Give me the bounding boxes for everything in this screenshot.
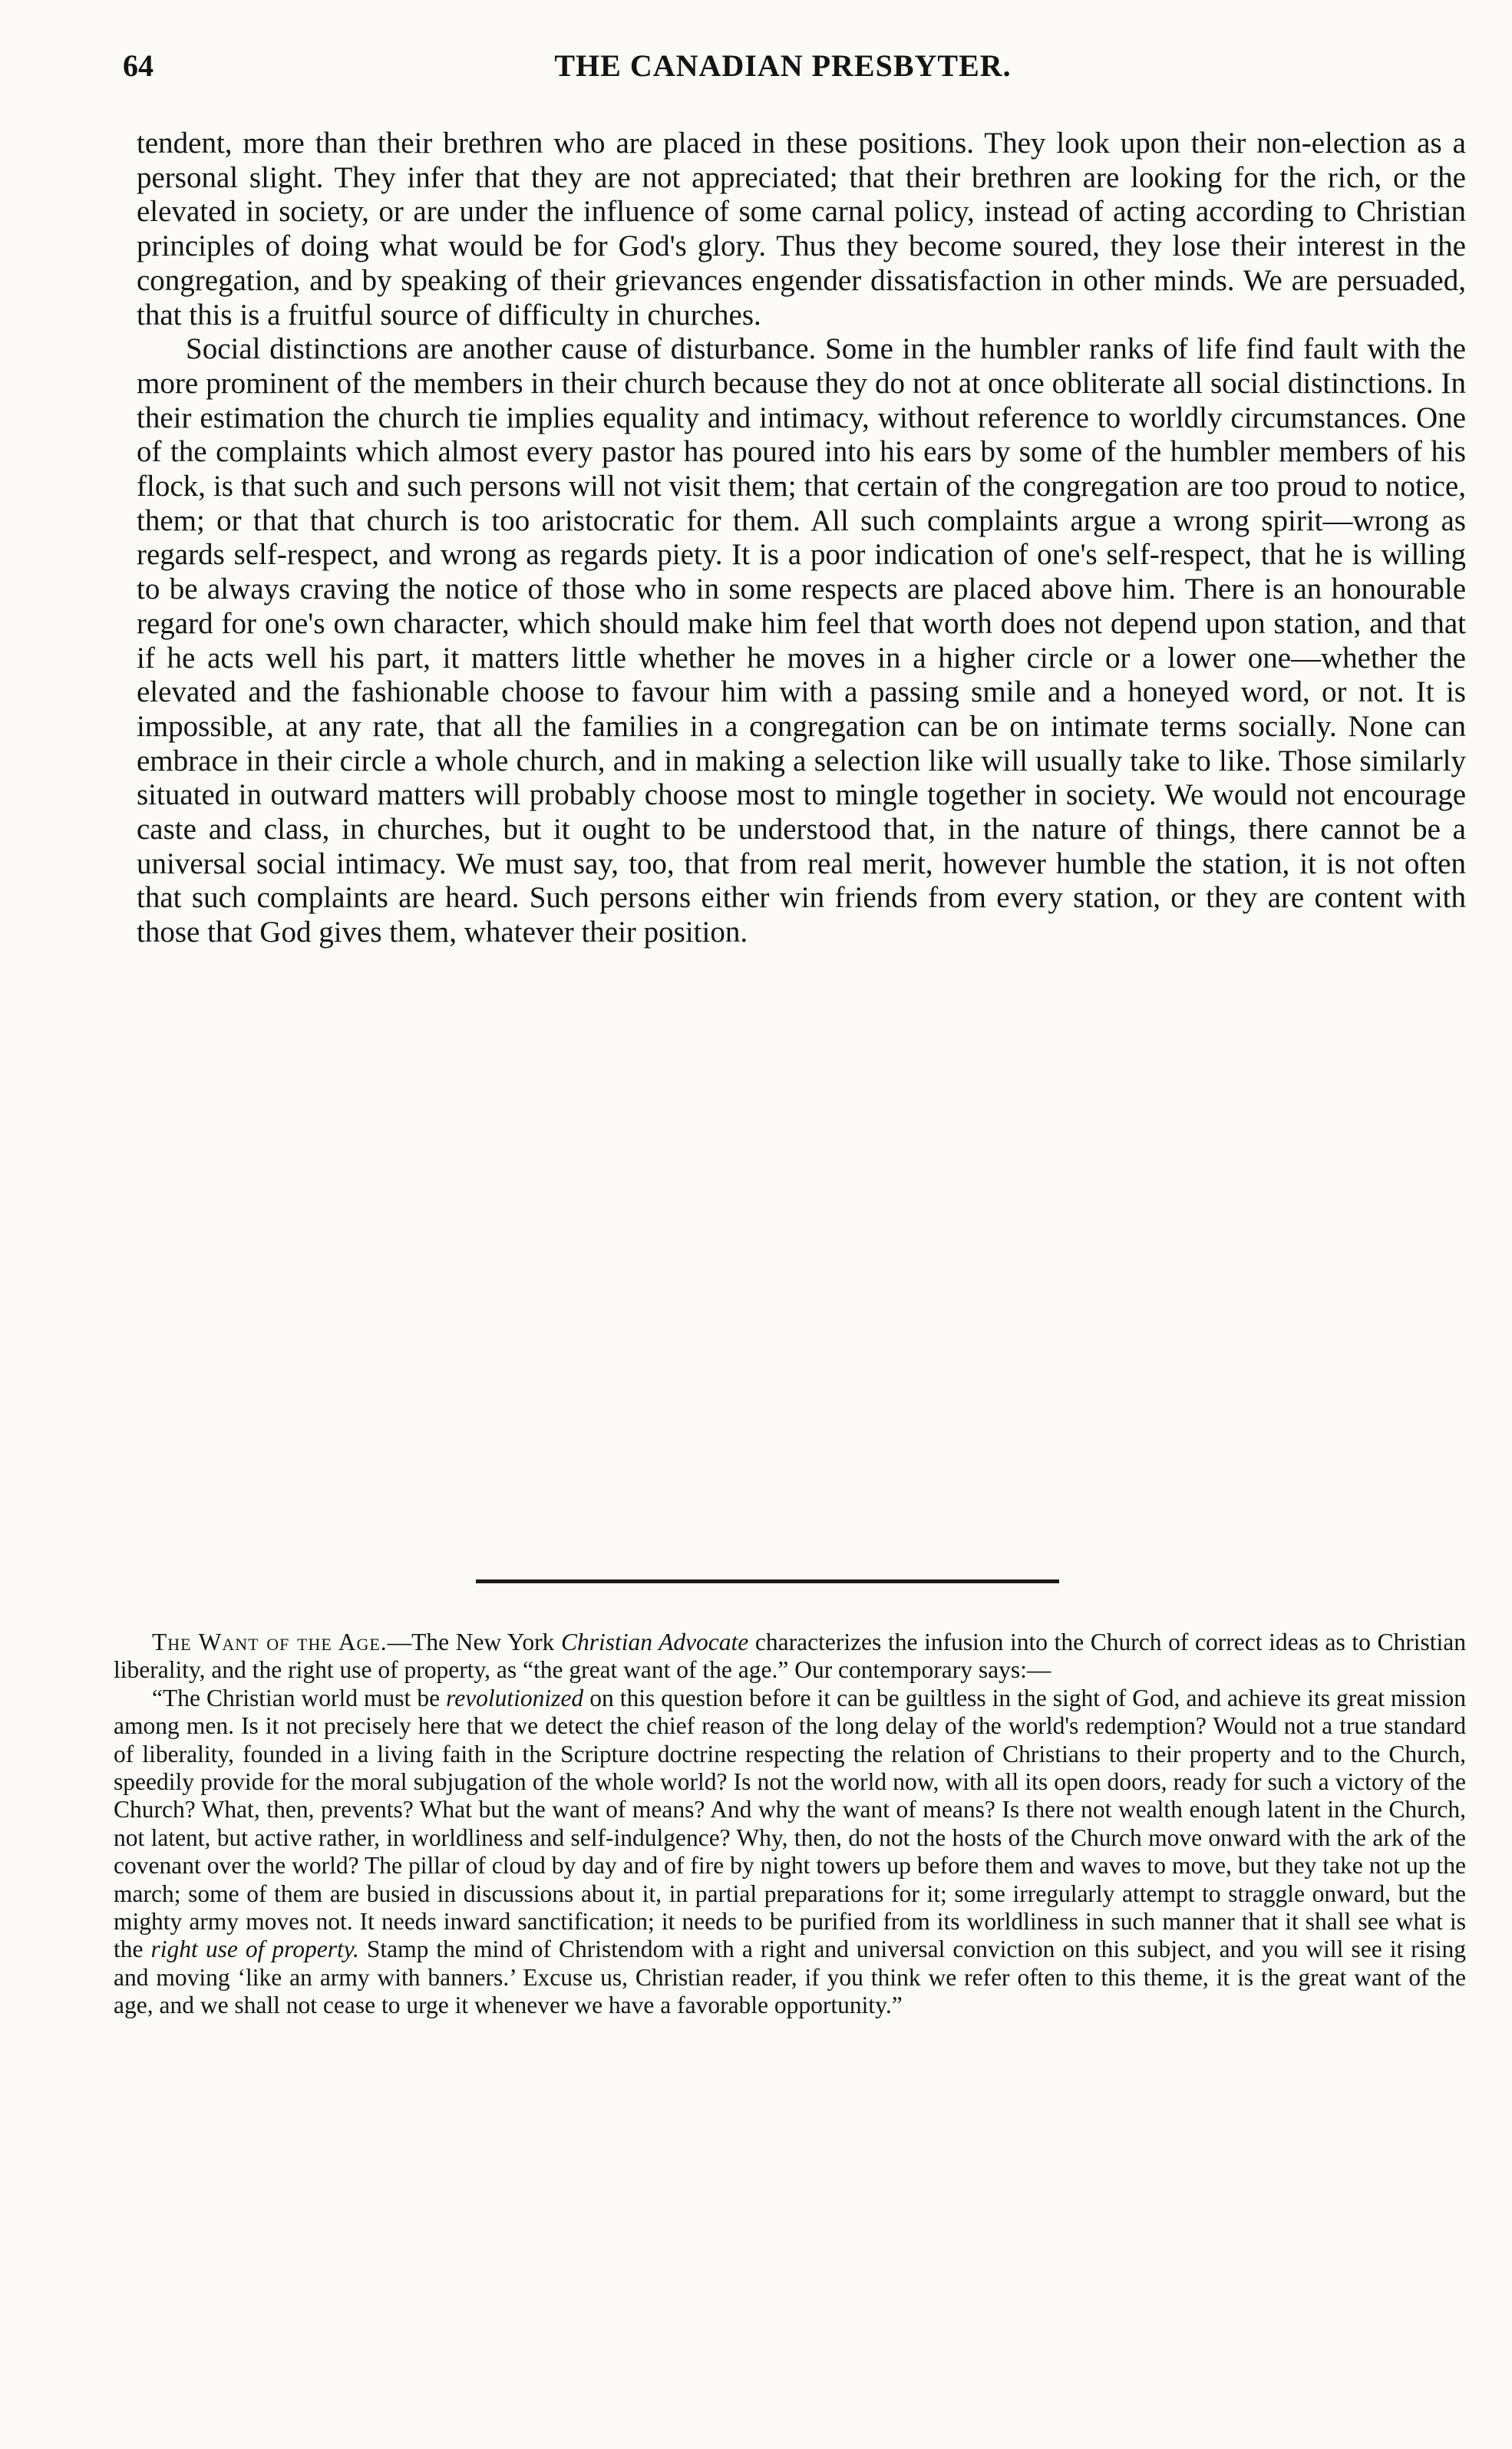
note-quotation — [114, 1685, 1466, 2020]
publication-name: Christian Advocate — [560, 1629, 749, 1655]
quote-emphasis-right-use: right use of property. — [150, 1936, 359, 1963]
article-paragraph-continued: tendent, more than their brethren who are placed in these positions. They look upon their non-election as a personal slight. They infer that they are not appreciated; that their brethren are looking for the rich, or the elevated in society, or are under the influence of some carnal policy, instead of acting according to Christian principles of doing what would be for God's glory. Thus they become soured, they lose their interest in the congregation, and by speaking of their grievances engender dissatisfaction in other minds. We are persuaded, that this is a fruitful source of difficulty in churches. — [137, 127, 1466, 332]
quote-emphasis-revolutionized: revolutionized — [446, 1684, 584, 1711]
page-number: 64 — [123, 48, 154, 83]
article-body — [137, 127, 1466, 950]
quote-text-1: “The Christian world must be — [152, 1684, 447, 1711]
journal-title: THE CANADIAN PRESBYTER. — [554, 48, 1012, 83]
quote-text-3: Stamp the mind of Christendom with a right and universal conviction on this subject, and you will see it rising and moving ‘like an army with banners.’ Excuse us, Christian reader, if you think we refer often to this theme, it is the great want of the age, and we shall not cease to urge it whenever we have a favorable opportunity.” — [114, 1936, 1467, 2019]
quote-text-2: on this question before it can be guiltless in the sight of God, and achieve its great mission among men. Is it not precisely here that we detect the chief reason of the long delay of the world's redemption? Would not a true standard of liberality, founded in a living faith in the Scripture doctrine respecting the relation of Christians to their property and to the Church, speedily provide for the moral subjugation of the whole world? Is not the world now, with all its open doors, ready for such a victory of the Church? What, then, prevents? What but the want of means? And why the want of means? Is there not wealth enough latent in the Church, not latent, but active rather, in worldliness and self-indulgence? Why, then, do not the hosts of the Church move onward with the ark of the covenant over the world? The pillar of cloud by day and of fire by night towers up before them and waves to move, but they take not up the march; some of them are busied in discussions about it, in partial preparations for it; some irregularly attempt to straggle onward, but the mighty army moves not. It needs inward sanctification; it needs to be purified from its worldliness in such manner that it shall see what is the — [114, 1684, 1467, 1963]
note-intro-text-1: —The New York — [387, 1629, 561, 1655]
article-paragraph-social-distinctions: Social distinctions are another cause of disturbance. Some in the humbler ranks of life find fault with the more prominent of the members in their church because they do not at once obliterate all social distinctions. In their estimation the church tie implies equality and intimacy, without reference to worldly circumstances. One of the complaints which almost every pastor has poured into his ears by some of the humbler members of his flock, is that such and such persons will not visit them; that certain of the congregation are too proud to notice, them; or that that church is too aristocratic for them. All such complaints argue a wrong spirit—wrong as regards self-respect, and wrong as regards piety. It is a poor indication of one's self-respect, that he is willing to be always craving the notice of those who in some respects are placed above him. There is an honourable regard for one's own character, which should make him feel that worth does not depend upon station, and that if he acts well his part, it matters little whether he moves in a higher circle or a lower one—whether the elevated and the fashionable choose to favour him with a passing smile and a honeyed word, or not. It is impossible, at any rate, that all the families in a congregation can be on intimate terms socially. None can embrace in their circle a whole church, and in making a selection like will usually take to like. Those similarly situated in outward matters will probably choose most to mingle together in society. We would not encourage caste and class, in churches, but it ought to be understood that, in the nature of things, there cannot be a universal social intimacy. We must say, too, that from real merit, however humble the station, it is not often that such complaints are heard. Such persons either win friends from every station, or they are content with those that God gives them, whatever their position. — [137, 332, 1466, 949]
note-heading: The Want of the Age. — [152, 1629, 388, 1655]
running-head — [123, 48, 1443, 94]
note-intro-text-2: characterizes the infusion into the Church of correct ideas as to Christian liberality, and the right use of property, as “the great want of the age.” Our contemporary says:— — [114, 1629, 1467, 1684]
note-intro — [114, 1629, 1466, 1685]
section-divider — [476, 1579, 1059, 1583]
want-of-the-age-note — [114, 1629, 1466, 2020]
